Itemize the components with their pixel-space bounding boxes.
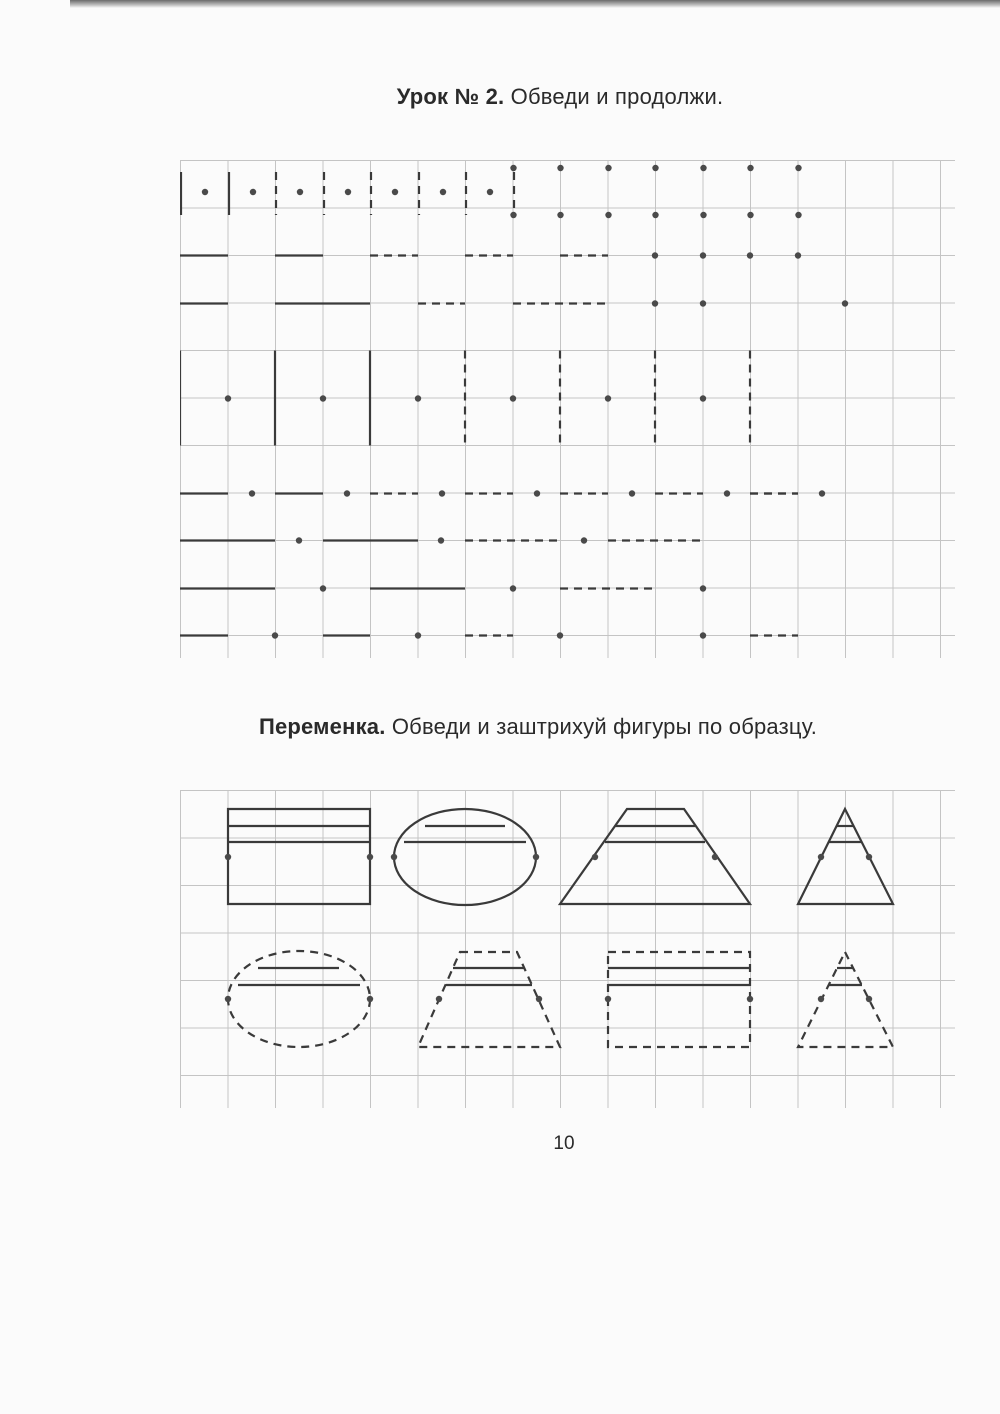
guide-dot [440,189,446,195]
guide-dot [345,189,351,195]
guide-dot [818,854,824,860]
guide-dot [747,165,753,171]
dashed-rectangle-figure [608,952,750,1047]
guide-dot [819,490,825,496]
guide-dot [557,165,563,171]
guide-dot [225,996,231,1002]
guide-dot [367,854,373,860]
guide-dot [415,395,421,401]
guide-dot [534,490,540,496]
guide-dot [320,585,326,591]
guide-dot [605,165,611,171]
guide-dot [557,212,563,218]
guide-dot [795,212,801,218]
shading-figures [180,790,955,1108]
shading-grid [180,790,955,1108]
break-heading [38,714,1000,740]
rectangle-figure [228,809,370,904]
guide-dot [605,395,611,401]
guide-dot [581,537,587,543]
guide-dot [700,212,706,218]
tracing-grid [180,160,955,658]
guide-dot [438,537,444,543]
guide-dot [795,252,801,258]
guide-dot [712,854,718,860]
guide-dot [842,300,848,306]
guide-dot [605,212,611,218]
guide-dot [510,585,516,591]
guide-dot [605,996,611,1002]
guide-dot [536,996,542,1002]
guide-dot [700,395,706,401]
guide-dot [700,165,706,171]
guide-dot [297,189,303,195]
guide-dot [392,189,398,195]
guide-dot [436,996,442,1002]
guide-dot [510,395,516,401]
guide-dot [320,395,326,401]
guide-dot [652,212,658,218]
guide-dot [818,996,824,1002]
guide-dot [250,189,256,195]
tracing-exercises [180,160,955,658]
guide-dot [415,632,421,638]
guide-dot [367,996,373,1002]
break-label: Переменка. [258,714,386,739]
guide-dot [439,490,445,496]
guide-dot [225,854,231,860]
guide-dot [510,212,516,218]
guide-dot [629,490,635,496]
guide-dot [202,189,208,195]
guide-dot [795,165,801,171]
guide-dot [866,854,872,860]
guide-dot [724,490,730,496]
guide-dot [700,300,706,306]
guide-dot [700,252,706,258]
page-number: 10 [553,1133,575,1154]
guide-dot [592,854,598,860]
break-instruction: Обведи и заштрихуй фигуры по образцу. [391,714,818,739]
lesson-instruction: Обведи и продолжи. [510,84,724,109]
guide-dot [652,165,658,171]
guide-dot [557,632,563,638]
guide-dot [272,632,278,638]
guide-dot [700,585,706,591]
guide-dot [487,189,493,195]
guide-dot [296,537,302,543]
guide-dot [225,395,231,401]
guide-dot [700,632,706,638]
guide-dot [866,996,872,1002]
guide-dot [344,490,350,496]
lesson-number: Урок № 2. [396,84,505,109]
dashed-ellipse-figure [228,951,370,1047]
guide-dot [747,252,753,258]
guide-dot [747,996,753,1002]
scan-edge [70,0,1000,8]
guide-dot [652,252,658,258]
guide-dot [747,212,753,218]
guide-dot [652,300,658,306]
guide-dot [391,854,397,860]
guide-dot [533,854,539,860]
guide-dot [249,490,255,496]
guide-dot [510,165,516,171]
lesson-heading [60,84,1000,110]
